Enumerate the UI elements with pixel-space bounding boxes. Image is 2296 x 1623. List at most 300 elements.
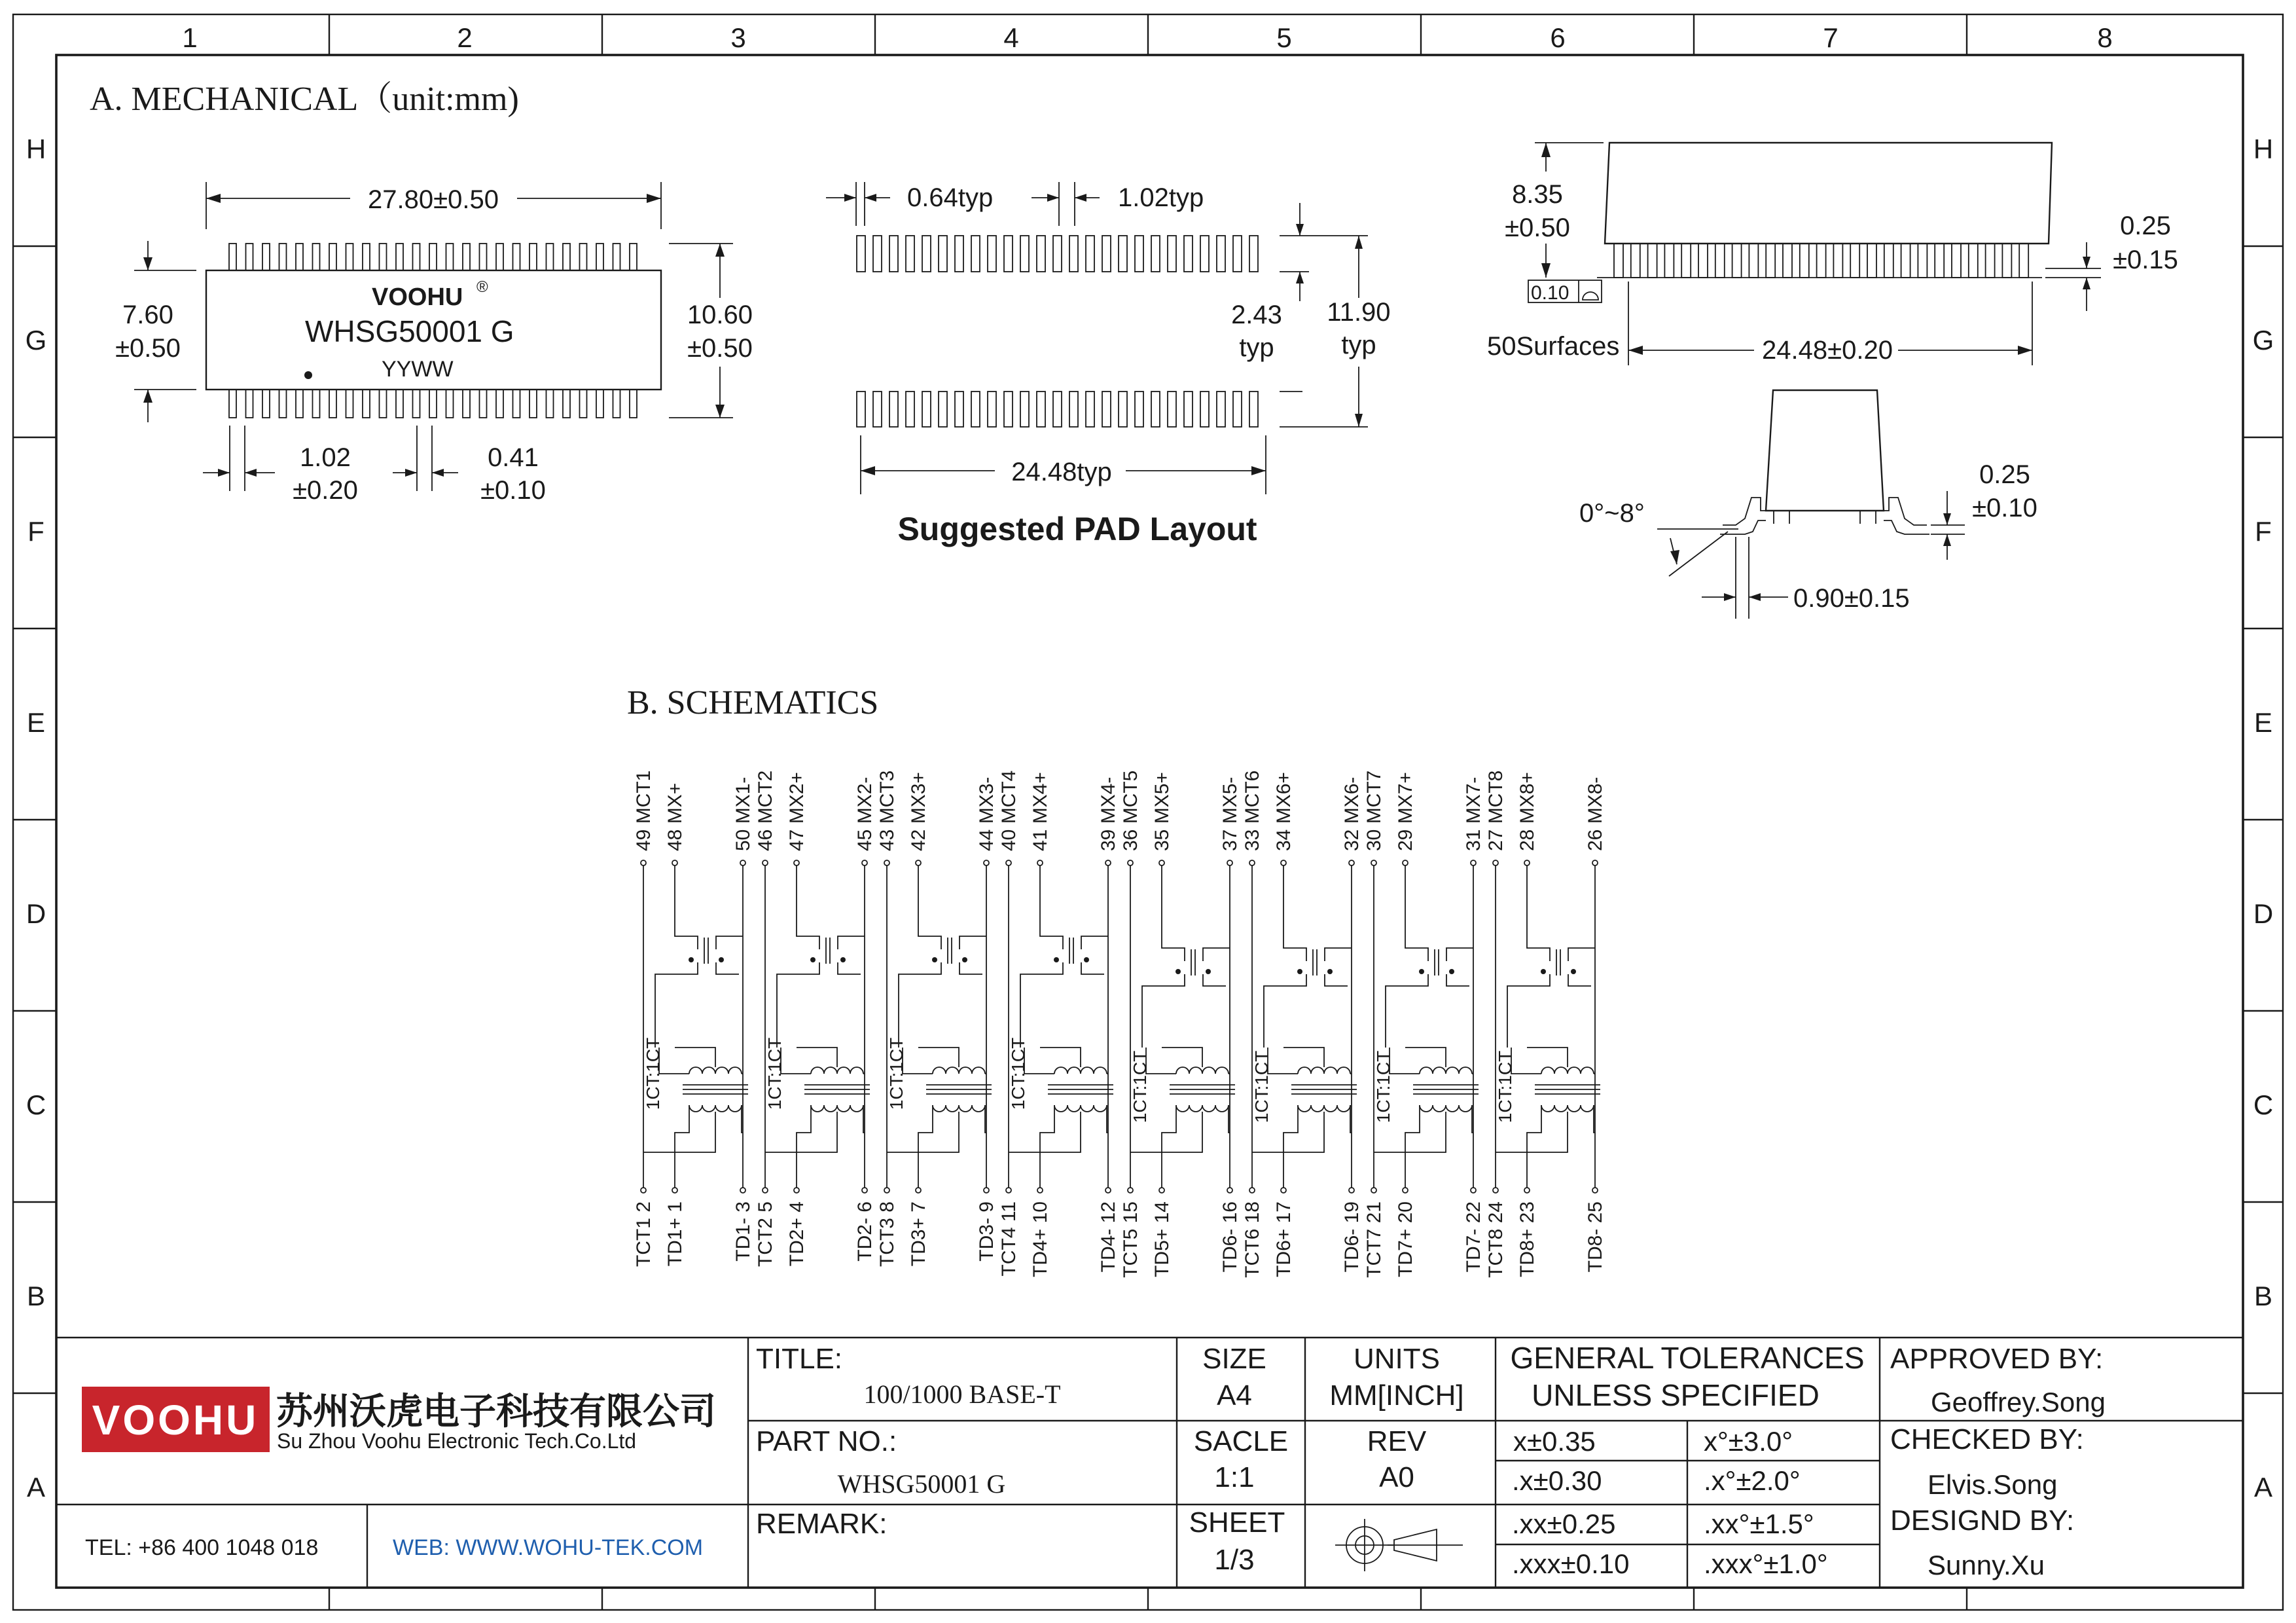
wire bbox=[1283, 1105, 1298, 1188]
pin-terminal bbox=[641, 860, 646, 866]
pin-terminal bbox=[1524, 860, 1530, 866]
top-lead bbox=[313, 244, 320, 270]
bottom-pin-label: TCT3 8 bbox=[876, 1201, 898, 1267]
grid-row-H-left: H bbox=[26, 134, 46, 164]
top-pin-label: 32 MX6- bbox=[1341, 776, 1363, 851]
top-pin-label: 40 MCT4 bbox=[998, 770, 1020, 851]
pin-terminal bbox=[1128, 1188, 1133, 1193]
pad bbox=[955, 392, 963, 427]
coil bbox=[1054, 1067, 1107, 1074]
wire bbox=[1283, 1048, 1324, 1067]
wire bbox=[675, 1048, 715, 1067]
wire bbox=[1446, 974, 1469, 986]
side-lead bbox=[1732, 244, 1742, 278]
side-lead bbox=[1969, 244, 1978, 278]
top-lead bbox=[229, 244, 236, 270]
tolerance-angular-1: .x°±2.0° bbox=[1704, 1465, 1801, 1496]
end-view-drawing bbox=[1579, 390, 2037, 619]
wire bbox=[838, 936, 865, 949]
bottom-pin-label: TD3+ 7 bbox=[908, 1201, 929, 1267]
top-lead bbox=[496, 244, 503, 270]
side-lead bbox=[2019, 244, 2028, 278]
grid-col-3: 3 bbox=[730, 22, 746, 53]
wire bbox=[1268, 1048, 1298, 1074]
pad bbox=[1004, 236, 1013, 272]
tolerance-title-1: GENERAL TOLERANCES bbox=[1510, 1341, 1865, 1375]
ratio-label: 1CT:1CT bbox=[1251, 1050, 1272, 1123]
pin-terminal bbox=[1006, 1188, 1011, 1193]
bottom-pin-label: TD2- 6 bbox=[854, 1201, 876, 1262]
wire bbox=[716, 962, 739, 974]
bottom-lead bbox=[580, 390, 587, 418]
bottom-pin-label: TD6- 19 bbox=[1341, 1201, 1363, 1273]
lead-width-dim: 0.41 bbox=[488, 443, 539, 472]
bottom-lead bbox=[246, 390, 253, 418]
top-lead bbox=[563, 244, 570, 270]
bottom-lead bbox=[529, 390, 537, 418]
designed-label: DESIGND BY: bbox=[1890, 1504, 2075, 1537]
grid-row-B-left: B bbox=[26, 1281, 46, 1311]
pad bbox=[1037, 392, 1045, 427]
pad bbox=[1020, 236, 1029, 272]
pad bbox=[988, 392, 996, 427]
schematic-channel-5 bbox=[1120, 771, 1241, 1278]
pad bbox=[1069, 236, 1078, 272]
wire bbox=[1568, 974, 1591, 986]
bottom-pin-label: TCT1 2 bbox=[633, 1201, 655, 1267]
side-lead bbox=[1614, 244, 1623, 278]
pin-terminal bbox=[916, 1188, 921, 1193]
polarity-dot bbox=[689, 957, 694, 962]
ratio-label: 1CT:1CT bbox=[886, 1037, 906, 1110]
pad bbox=[1119, 392, 1127, 427]
pin-terminal bbox=[1471, 860, 1476, 866]
polarity-dot bbox=[810, 957, 816, 962]
pad bbox=[1069, 392, 1078, 427]
pad bbox=[1200, 392, 1209, 427]
bottom-pin-label: TD1+ 1 bbox=[664, 1201, 686, 1267]
body-height-tol: ±0.50 bbox=[1505, 213, 1570, 242]
wire bbox=[918, 1048, 959, 1067]
lead-angle-dim: 0°~8° bbox=[1579, 499, 1645, 528]
scale-label: SACLE bbox=[1193, 1425, 1289, 1457]
part-marking: WHSG50001 G bbox=[305, 314, 514, 348]
top-pin-label: 48 MX+ bbox=[664, 782, 686, 851]
company-name-en: Su Zhou Voohu Electronic Tech.Co.Ltd bbox=[277, 1429, 637, 1453]
grid-row-A-right: A bbox=[2253, 1472, 2273, 1503]
pad bbox=[1233, 236, 1242, 272]
wire bbox=[1446, 948, 1473, 961]
side-lead bbox=[1817, 244, 1826, 278]
top-pin-label: 35 MX5+ bbox=[1151, 772, 1173, 851]
pin-terminal bbox=[884, 860, 889, 866]
top-pin-label: 26 MX8- bbox=[1585, 776, 1606, 851]
polarity-dot bbox=[1084, 957, 1089, 962]
sheet-label: SHEET bbox=[1189, 1506, 1285, 1539]
pin-terminal bbox=[1128, 860, 1133, 866]
top-pin-label: 28 MX8+ bbox=[1516, 772, 1538, 851]
bottom-pin-label: TD4- 12 bbox=[1098, 1201, 1119, 1273]
pin-terminal bbox=[1249, 860, 1255, 866]
grid-col-7: 7 bbox=[1823, 22, 1839, 53]
pad bbox=[1184, 236, 1193, 272]
coil bbox=[933, 1067, 985, 1074]
top-lead bbox=[279, 244, 287, 270]
pin-terminal bbox=[1493, 860, 1498, 866]
bottom-pin-label: TCT5 15 bbox=[1120, 1201, 1141, 1278]
wire bbox=[1527, 1105, 1541, 1188]
wire bbox=[1009, 1112, 1081, 1152]
coil bbox=[933, 1105, 985, 1112]
pin-terminal bbox=[1037, 1188, 1043, 1193]
side-lead bbox=[1986, 244, 1995, 278]
bottom-lead bbox=[396, 390, 403, 418]
polarity-dot bbox=[840, 957, 846, 962]
pin-terminal bbox=[1281, 1188, 1286, 1193]
schematic-channel-2 bbox=[755, 771, 876, 1267]
coil bbox=[1420, 1105, 1472, 1112]
top-lead bbox=[380, 244, 387, 270]
top-lead bbox=[446, 244, 454, 270]
wire bbox=[918, 1105, 933, 1188]
wire bbox=[716, 936, 743, 949]
size-label: SIZE bbox=[1202, 1343, 1266, 1375]
pin-terminal bbox=[1471, 1188, 1476, 1193]
wire bbox=[1507, 974, 1550, 1048]
pad-length-typ: typ bbox=[1239, 333, 1274, 362]
pin-terminal bbox=[672, 860, 677, 866]
pad bbox=[1217, 392, 1225, 427]
wire bbox=[675, 1105, 689, 1188]
grid-row-A-left: A bbox=[26, 1472, 46, 1503]
grid-row-B-right: B bbox=[2253, 1281, 2273, 1311]
pad bbox=[1151, 236, 1160, 272]
lead-span-dim: 24.48±0.20 bbox=[1762, 336, 1893, 365]
wire bbox=[659, 1048, 689, 1074]
polarity-dot bbox=[932, 957, 937, 962]
pad bbox=[1200, 236, 1209, 272]
wire bbox=[797, 1048, 837, 1067]
row-length-dim: 24.48typ bbox=[1011, 458, 1112, 486]
side-lead bbox=[1749, 244, 1758, 278]
sheet-value: 1/3 bbox=[1214, 1544, 1255, 1576]
bottom-pin-label: TCT7 21 bbox=[1363, 1201, 1385, 1278]
pad bbox=[906, 392, 914, 427]
polarity-dot bbox=[1419, 969, 1424, 974]
pin-terminal bbox=[1493, 1188, 1498, 1193]
bottom-lead bbox=[613, 390, 620, 418]
bottom-pin-label: TCT4 11 bbox=[998, 1201, 1020, 1277]
grid-row-F-left: F bbox=[27, 516, 45, 547]
row-span-dim: 11.90 bbox=[1327, 298, 1391, 327]
tel-text: TEL: +86 400 1048 018 bbox=[85, 1535, 319, 1560]
grid-col-8: 8 bbox=[2097, 22, 2113, 53]
brand-mark: VOOHU bbox=[372, 283, 463, 311]
bottom-pin-label: TD8+ 23 bbox=[1516, 1201, 1538, 1277]
wire bbox=[1081, 936, 1108, 949]
bottom-pin-label: TD1- 3 bbox=[732, 1201, 754, 1262]
bottom-lead bbox=[596, 390, 603, 418]
top-lead bbox=[463, 244, 470, 270]
top-lead bbox=[413, 244, 420, 270]
pin-terminal bbox=[1349, 860, 1354, 866]
schematic-channel-4 bbox=[998, 771, 1119, 1277]
top-lead bbox=[613, 244, 620, 270]
side-lead bbox=[1884, 244, 1893, 278]
top-lead bbox=[630, 244, 637, 270]
pad bbox=[939, 392, 947, 427]
grid-row-D-right: D bbox=[2253, 898, 2274, 929]
wire bbox=[1020, 962, 1063, 1048]
coil bbox=[1298, 1067, 1350, 1074]
pin-terminal bbox=[1227, 860, 1232, 866]
pin-terminal bbox=[762, 860, 768, 866]
tolerance-linear-1: .x±0.30 bbox=[1512, 1465, 1602, 1496]
overall-width-dim: 10.60 bbox=[687, 301, 753, 329]
top-lead bbox=[363, 244, 370, 270]
wire bbox=[1162, 866, 1185, 961]
registered-mark: ® bbox=[476, 278, 488, 296]
grid-row-G-right: G bbox=[2252, 325, 2274, 356]
pad-pitch-dim: 1.02typ bbox=[1118, 183, 1204, 212]
coil bbox=[1054, 1105, 1107, 1112]
pin-terminal bbox=[794, 1188, 799, 1193]
grid-row-E-left: E bbox=[26, 707, 46, 738]
bottom-pin-label: TD4+ 10 bbox=[1030, 1201, 1051, 1277]
bottom-lead bbox=[480, 390, 487, 418]
tolerance-angular-2: .xx°±1.5° bbox=[1704, 1508, 1814, 1539]
top-pin-label: 29 MX7+ bbox=[1395, 772, 1416, 851]
ratio-label: 1CT:1CT bbox=[1130, 1050, 1150, 1123]
title-label: TITLE: bbox=[756, 1343, 843, 1375]
web-text: WEB: WWW.WOHU-TEK.COM bbox=[393, 1535, 704, 1560]
pin-terminal bbox=[1037, 860, 1043, 866]
wire bbox=[1264, 974, 1306, 1048]
pad bbox=[922, 236, 931, 272]
side-view-drawing bbox=[1487, 143, 2178, 365]
pad-length-dim: 2.43 bbox=[1231, 301, 1282, 329]
top-lead bbox=[262, 244, 270, 270]
pad bbox=[971, 236, 980, 272]
ratio-label: 1CT:1CT bbox=[1373, 1050, 1393, 1123]
wire bbox=[1040, 1048, 1081, 1067]
wire bbox=[1527, 1048, 1568, 1067]
wire bbox=[1527, 866, 1550, 961]
coil bbox=[811, 1067, 863, 1074]
bottom-pin-label: TD3- 9 bbox=[976, 1201, 997, 1262]
top-lead bbox=[547, 244, 554, 270]
pad bbox=[857, 392, 865, 427]
pin-terminal bbox=[1281, 860, 1286, 866]
pad bbox=[1086, 392, 1094, 427]
polarity-dot bbox=[1175, 969, 1181, 974]
side-lead bbox=[1850, 244, 1859, 278]
wire bbox=[765, 1112, 837, 1152]
top-lead bbox=[396, 244, 403, 270]
top-pin-label: 37 MX5- bbox=[1219, 776, 1241, 851]
polarity-dot bbox=[1571, 969, 1576, 974]
grid-row-C-left: C bbox=[26, 1089, 46, 1120]
tolerance-linear-3: .xxx±0.10 bbox=[1512, 1548, 1630, 1579]
pad bbox=[1135, 392, 1143, 427]
approved-value: Geoffrey.Song bbox=[1931, 1387, 2106, 1417]
wire bbox=[918, 866, 941, 949]
top-pin-label: 31 MX7- bbox=[1463, 776, 1484, 851]
bottom-pin-label: TD2+ 4 bbox=[786, 1201, 808, 1267]
wire bbox=[1325, 948, 1352, 961]
wire bbox=[1405, 1048, 1446, 1067]
third-angle-projection-icon bbox=[1335, 1519, 1463, 1571]
wire bbox=[1162, 1105, 1176, 1188]
bottom-lead bbox=[446, 390, 454, 418]
top-pin-label: 49 MCT1 bbox=[633, 770, 655, 851]
wire bbox=[797, 1105, 811, 1188]
wire bbox=[797, 866, 819, 949]
pin-terminal bbox=[641, 1188, 646, 1193]
lead-thickness-tol: ±0.10 bbox=[1972, 494, 2037, 522]
pad bbox=[1217, 236, 1225, 272]
pin-terminal bbox=[1592, 860, 1598, 866]
bottom-pin-label: TCT6 18 bbox=[1242, 1201, 1263, 1278]
top-pin-label: 50 MX1- bbox=[732, 776, 754, 851]
rev-label: REV bbox=[1367, 1425, 1427, 1457]
wire bbox=[1386, 974, 1428, 1048]
pin-terminal bbox=[1403, 860, 1408, 866]
wire bbox=[1325, 974, 1348, 986]
bottom-lead bbox=[363, 390, 370, 418]
pad bbox=[1119, 236, 1127, 272]
side-lead bbox=[1715, 244, 1725, 278]
pad bbox=[1249, 392, 1258, 427]
bottom-lead bbox=[630, 390, 637, 418]
side-lead bbox=[1833, 244, 1842, 278]
units-label: UNITS bbox=[1354, 1343, 1440, 1375]
top-lead bbox=[580, 244, 587, 270]
top-pin-label: 33 MCT6 bbox=[1242, 770, 1263, 851]
wire bbox=[777, 962, 819, 1048]
pad bbox=[971, 392, 980, 427]
wire bbox=[1142, 974, 1185, 1048]
bottom-pin-label: TCT2 5 bbox=[755, 1201, 776, 1267]
company-name-cn: 苏州沃虎电子科技有限公司 bbox=[276, 1391, 716, 1432]
wire bbox=[1511, 1048, 1541, 1074]
wire bbox=[1405, 866, 1428, 961]
tolerance-linear-0: x±0.35 bbox=[1513, 1426, 1596, 1457]
pin-terminal bbox=[1227, 1188, 1232, 1193]
mechanical-section-title: A. MECHANICAL（unit:mm) bbox=[90, 81, 519, 118]
scale-value: 1:1 bbox=[1214, 1461, 1255, 1493]
wire bbox=[899, 962, 941, 1048]
wire bbox=[643, 1112, 715, 1152]
wire bbox=[960, 936, 986, 949]
body-width-tol: ±0.50 bbox=[115, 334, 181, 363]
schematic-channel-6 bbox=[1242, 771, 1363, 1278]
pin-terminal bbox=[1524, 1188, 1530, 1193]
wire bbox=[1203, 974, 1226, 986]
pitch-dim: 1.02 bbox=[300, 443, 351, 472]
side-lead bbox=[1867, 244, 1876, 278]
pin-terminal bbox=[1105, 1188, 1111, 1193]
bottom-lead bbox=[262, 390, 270, 418]
approved-label: APPROVED BY: bbox=[1890, 1343, 2104, 1375]
wire bbox=[1162, 1048, 1202, 1067]
side-lead bbox=[1918, 244, 1927, 278]
bottom-lead bbox=[296, 390, 303, 418]
grid-row-H-right: H bbox=[2253, 134, 2274, 164]
pin-terminal bbox=[1249, 1188, 1255, 1193]
pad bbox=[1037, 236, 1045, 272]
pad-layout-caption: Suggested PAD Layout bbox=[897, 511, 1257, 547]
bottom-pin-label: TD6- 16 bbox=[1219, 1201, 1241, 1273]
side-lead bbox=[1698, 244, 1708, 278]
pad bbox=[889, 236, 898, 272]
coplanarity-dim: 0.10 bbox=[1531, 282, 1570, 304]
coil bbox=[689, 1105, 742, 1112]
pin-terminal bbox=[1371, 860, 1376, 866]
body-height-dim: 8.35 bbox=[1512, 180, 1563, 209]
wire bbox=[903, 1048, 933, 1074]
pin-terminal bbox=[1592, 1188, 1598, 1193]
top-pin-label: 39 MX4- bbox=[1098, 776, 1119, 851]
part-no-value: WHSG50001 G bbox=[837, 1469, 1006, 1499]
top-pin-label: 43 MCT3 bbox=[876, 770, 898, 851]
top-pin-label: 42 MX3+ bbox=[908, 772, 929, 851]
pad bbox=[1151, 392, 1160, 427]
schematic-drawing bbox=[633, 771, 1606, 1278]
side-lead bbox=[1631, 244, 1640, 278]
grid-col-1: 1 bbox=[182, 22, 198, 53]
top-pin-label: 44 MX3- bbox=[976, 776, 997, 851]
grid-col-4: 4 bbox=[1003, 22, 1019, 53]
wire bbox=[960, 962, 982, 974]
grid-col-2: 2 bbox=[457, 22, 473, 53]
pad bbox=[1184, 392, 1193, 427]
bottom-pin-label: TD5+ 14 bbox=[1151, 1201, 1173, 1277]
pad bbox=[1135, 236, 1143, 272]
wire bbox=[781, 1048, 811, 1074]
top-pin-label: 41 MX4+ bbox=[1030, 772, 1051, 851]
pin-terminal bbox=[740, 1188, 745, 1193]
top-lead bbox=[529, 244, 537, 270]
top-lead bbox=[480, 244, 487, 270]
bottom-lead bbox=[279, 390, 287, 418]
part-no-label: PART NO.: bbox=[756, 1425, 897, 1457]
designed-value: Sunny.Xu bbox=[1928, 1550, 2045, 1580]
pin-terminal bbox=[1159, 860, 1164, 866]
pad bbox=[1102, 236, 1111, 272]
bottom-lead bbox=[380, 390, 387, 418]
tolerance-angular-0: x°±3.0° bbox=[1704, 1426, 1793, 1457]
schematic-channel-8 bbox=[1485, 771, 1606, 1278]
pin-terminal bbox=[1159, 1188, 1164, 1193]
pin-terminal bbox=[672, 1188, 677, 1193]
polarity-dot bbox=[1206, 969, 1211, 974]
pad bbox=[906, 236, 914, 272]
bottom-pin-label: TCT8 24 bbox=[1485, 1201, 1507, 1278]
wire bbox=[1405, 1105, 1420, 1188]
pad bbox=[873, 392, 882, 427]
top-lead bbox=[596, 244, 603, 270]
row-span-typ: typ bbox=[1341, 331, 1376, 359]
bottom-pin-label: TD7- 22 bbox=[1463, 1201, 1484, 1273]
bottom-lead bbox=[346, 390, 353, 418]
wire bbox=[655, 962, 698, 1048]
pin-terminal bbox=[794, 860, 799, 866]
coil bbox=[1541, 1067, 1594, 1074]
ratio-label: 1CT:1CT bbox=[764, 1037, 785, 1110]
top-view-drawing bbox=[115, 182, 753, 505]
top-pin-label: 34 MX6+ bbox=[1273, 772, 1295, 851]
